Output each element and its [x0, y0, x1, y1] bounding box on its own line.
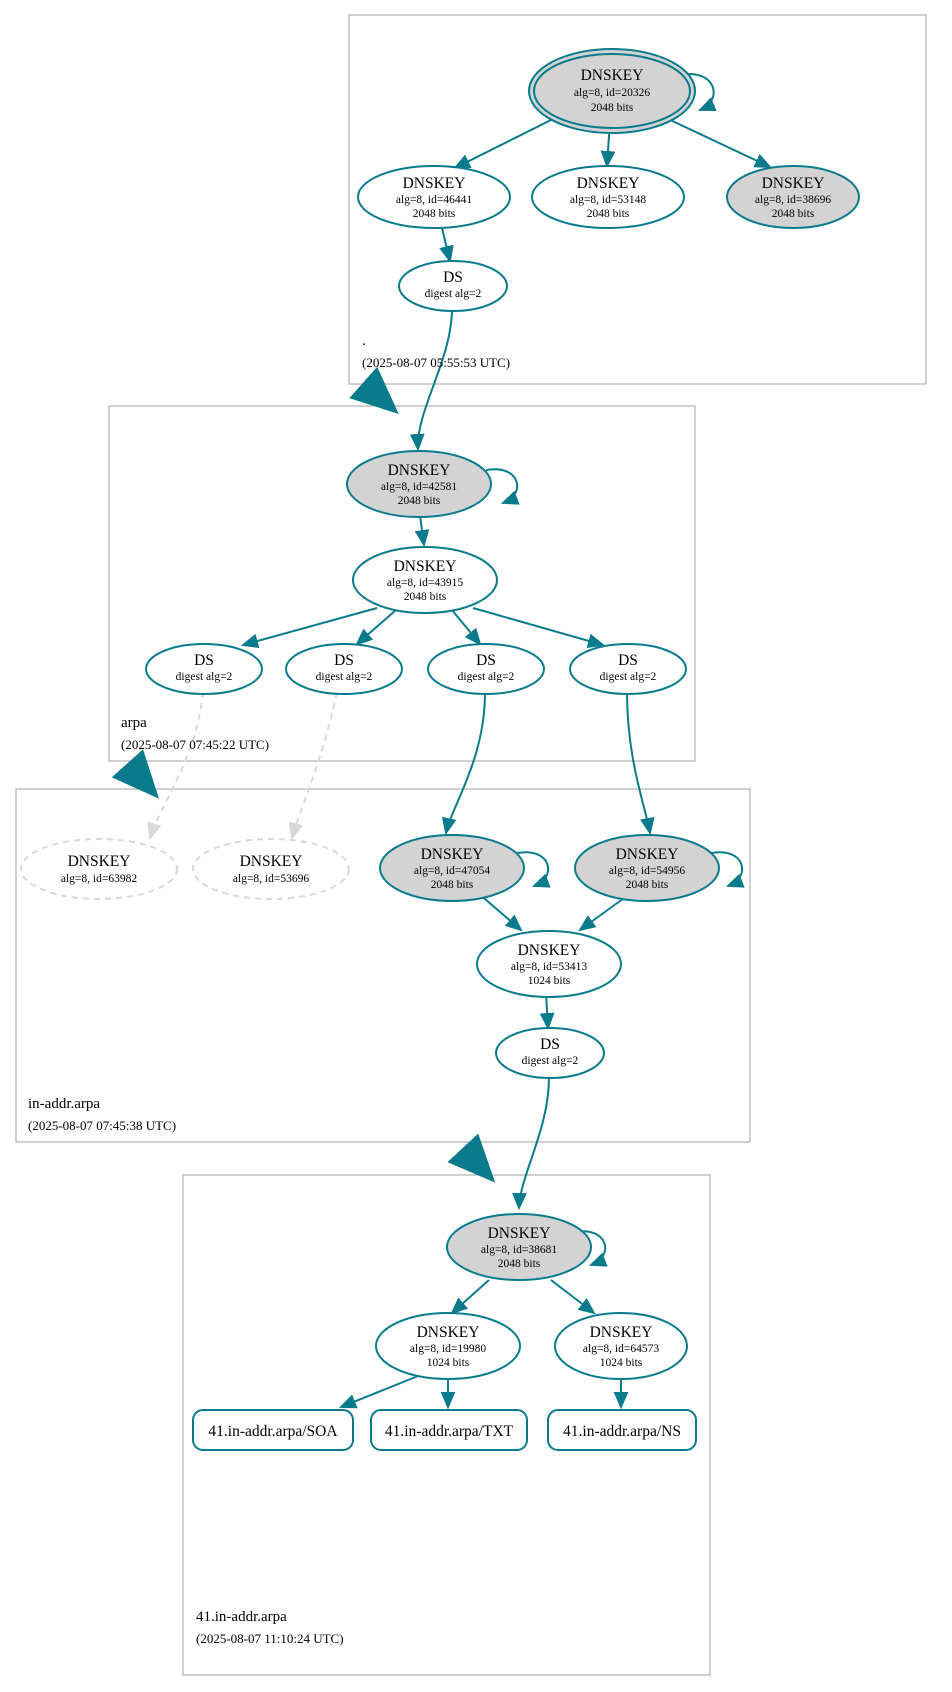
node-line2: digest alg=2 [315, 671, 373, 683]
node-arpa-ds-2[interactable] [286, 644, 402, 694]
edge-arpa-ds2-to-53696 [292, 692, 337, 838]
node-line3: 2048 bits [586, 208, 630, 220]
edge-root-ksk-to-46441 [455, 115, 561, 168]
node-rrset-txt[interactable] [371, 1410, 527, 1450]
zone-arrow-arpa-to-in-addr-arpa [128, 764, 153, 792]
node-line3: 2048 bits [430, 879, 474, 891]
node-line2: digest alg=2 [521, 1055, 579, 1067]
edge-38681-to-19980 [452, 1280, 489, 1313]
node-line1: DNSKEY [416, 1324, 480, 1341]
node-root-dnskey-53148[interactable] [532, 166, 684, 228]
node-line2: alg=8, id=42581 [380, 481, 458, 493]
node-arpa-ds-3[interactable] [428, 644, 544, 694]
node-line1: DNSKEY [580, 67, 644, 84]
node-line1: DNSKEY [761, 175, 825, 192]
zone-arrow-root-to-arpa [365, 384, 392, 408]
node-line1: DNSKEY [615, 846, 679, 863]
node-in-addr-dnskey-54956[interactable] [575, 835, 719, 901]
edge-root-46441-to-ds [441, 224, 450, 261]
zone-label-41-time: (2025-08-07 11:10:24 UTC) [196, 1631, 344, 1646]
node-line1: DNSKEY [420, 846, 484, 863]
node-arpa-ds-1[interactable] [146, 644, 262, 694]
node-arpa-ds-4[interactable] [570, 644, 686, 694]
node-line1: DNSKEY [517, 942, 581, 959]
node-line1: DNSKEY [67, 853, 131, 870]
zone-label-in-addr-name: in-addr.arpa [28, 1096, 101, 1112]
rrset-label: 41.in-addr.arpa/NS [563, 1423, 681, 1440]
node-line1: DS [194, 652, 214, 669]
zone-label-root-time: (2025-08-07 05:55:53 UTC) [362, 355, 511, 370]
node-line2: alg=8, id=53413 [510, 961, 588, 973]
node-line1: DNSKEY [393, 558, 457, 575]
node-in-addr-dnskey-63982[interactable] [21, 839, 177, 899]
node-root-dnskey-38696[interactable] [727, 166, 859, 228]
rrset-label: 41.in-addr.arpa/SOA [208, 1423, 338, 1440]
node-line3: 2048 bits [497, 1258, 541, 1270]
node-in-addr-dnskey-47054[interactable] [380, 835, 524, 901]
node-rrset-ns[interactable] [548, 1410, 696, 1450]
zone-label-41-name: 41.in-addr.arpa [196, 1609, 287, 1625]
node-line2: alg=8, id=54956 [608, 865, 686, 877]
node-line3: 1024 bits [426, 1357, 470, 1369]
node-line2: digest alg=2 [457, 671, 515, 683]
zone-arrow-in-addr-to-41 [463, 1148, 489, 1176]
node-line2: alg=8, id=63982 [60, 873, 138, 885]
node-line2: digest alg=2 [175, 671, 233, 683]
node-arpa-dnskey-42581[interactable] [347, 451, 491, 517]
node-line2: alg=8, id=46441 [395, 194, 473, 206]
node-line3: 2048 bits [403, 591, 447, 603]
node-line2: digest alg=2 [599, 671, 657, 683]
node-line2: alg=8, id=53148 [569, 194, 647, 206]
edge-arpa-43915-to-ds2 [357, 610, 396, 644]
edge-38681-to-64573 [551, 1280, 594, 1313]
node-line3: 2048 bits [771, 208, 815, 220]
edge-arpa-43915-to-ds4 [473, 608, 603, 645]
edge-19980-to-soa [341, 1376, 418, 1407]
node-root-dnskey-46441[interactable] [358, 166, 510, 228]
edge-arpa-ds4-to-54956 [627, 692, 650, 833]
node-line2: alg=8, id=47054 [413, 865, 491, 877]
node-in-addr-dnskey-53696[interactable] [193, 839, 349, 899]
node-in-addr-ds[interactable] [496, 1028, 604, 1078]
node-line1: DS [443, 269, 463, 286]
node-line2: alg=8, id=20326 [573, 87, 651, 99]
node-line1: DS [618, 652, 638, 669]
node-line3: 2048 bits [590, 102, 634, 114]
edge-root-ds-to-arpa-ksk [418, 308, 452, 449]
zone-label-root-name: . [362, 333, 366, 349]
node-line3: 2048 bits [412, 208, 456, 220]
node-line3: 2048 bits [625, 879, 669, 891]
node-line2: alg=8, id=64573 [582, 1343, 660, 1355]
node-line2: digest alg=2 [424, 288, 482, 300]
node-line1: DNSKEY [576, 175, 640, 192]
rrset-label: 41.in-addr.arpa/TXT [384, 1423, 514, 1440]
edge-arpa-43915-to-ds3 [452, 610, 480, 644]
node-line3: 1024 bits [527, 975, 571, 987]
node-line1: DNSKEY [589, 1324, 653, 1341]
node-line1: DNSKEY [487, 1225, 551, 1242]
zone-label-arpa-time: (2025-08-07 07:45:22 UTC) [121, 737, 270, 752]
node-in-addr-dnskey-53413[interactable] [477, 931, 621, 997]
node-line1: DNSKEY [402, 175, 466, 192]
node-root-ds[interactable] [399, 261, 507, 311]
node-line2: alg=8, id=19980 [409, 1343, 487, 1355]
node-line2: alg=8, id=53696 [232, 873, 310, 885]
node-line1: DNSKEY [239, 853, 303, 870]
edge-arpa-ds3-to-47054 [446, 692, 485, 833]
node-line1: DS [334, 652, 354, 669]
node-arpa-dnskey-43915[interactable] [353, 547, 497, 613]
node-41-dnskey-19980[interactable] [376, 1313, 520, 1379]
node-line1: DNSKEY [387, 462, 451, 479]
node-line1: DS [476, 652, 496, 669]
zone-label-in-addr-time: (2025-08-07 07:45:38 UTC) [28, 1118, 177, 1133]
node-41-dnskey-64573[interactable] [555, 1313, 687, 1379]
edge-53413-to-ds [546, 993, 548, 1028]
edge-arpa-43915-to-ds1 [243, 608, 377, 645]
node-line2: alg=8, id=43915 [386, 577, 464, 589]
node-line2: alg=8, id=38696 [754, 194, 832, 206]
node-line3: 2048 bits [397, 495, 441, 507]
node-rrset-soa[interactable] [193, 1410, 353, 1450]
zone-label-arpa-name: arpa [121, 715, 147, 731]
node-line1: DS [540, 1036, 560, 1053]
node-line2: alg=8, id=38681 [480, 1244, 558, 1256]
node-line3: 1024 bits [599, 1357, 643, 1369]
edge-arpa-ds1-to-63982 [150, 692, 203, 838]
edge-root-ksk-to-38696 [664, 117, 770, 167]
node-41-dnskey-38681[interactable] [447, 1214, 591, 1280]
node-root-dnskey-20326[interactable] [529, 49, 695, 133]
